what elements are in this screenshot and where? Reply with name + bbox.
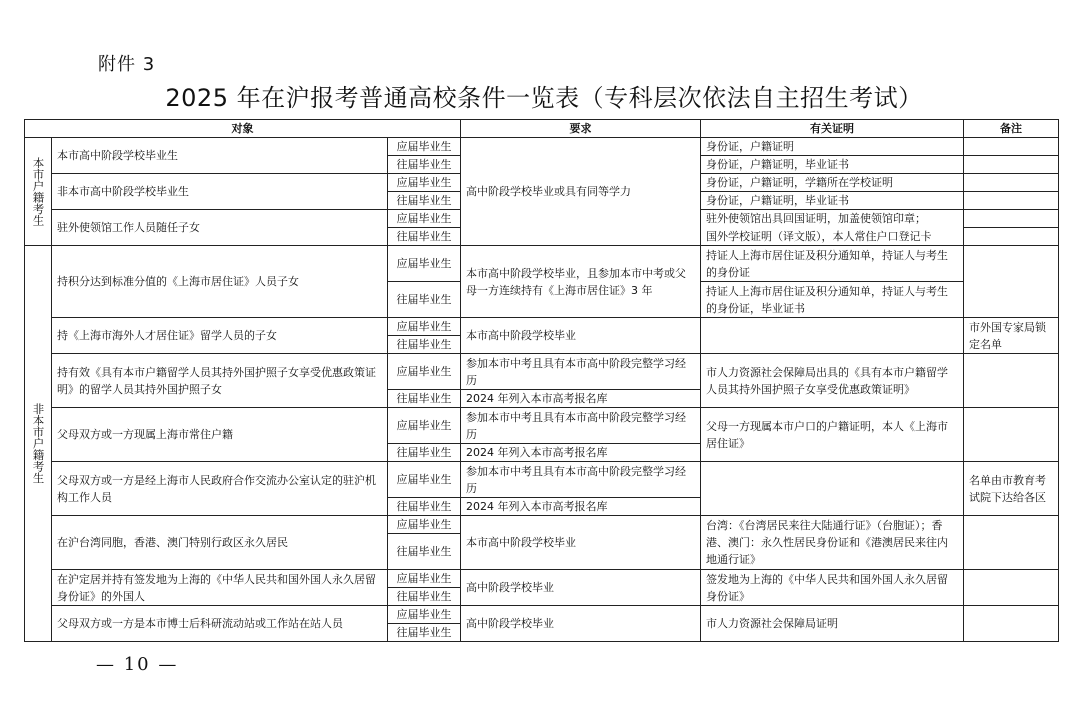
row-name: 持有效《具有本市户籍留学人员其持外国护照子女享受优惠政策证明》的留学人员其持外国护照子女 <box>52 354 388 408</box>
document-cell: 台湾：《台湾居民来往大陆通行证》（台胞证）；香港、澳门：永久性居民身份证和《港澳居民来往内地通行证》 <box>701 516 964 570</box>
note-cell <box>964 408 1059 462</box>
document-cell: 签发地为上海的《中华人民共和国外国人永久居留身份证》 <box>701 570 964 606</box>
col-header-requirement: 要求 <box>461 120 701 138</box>
note-cell <box>964 246 1059 318</box>
row-name: 父母双方或一方是经上海市人民政府合作交流办公室认定的驻沪机构工作人员 <box>52 462 388 516</box>
type-past: 往届毕业生 <box>388 534 461 570</box>
table-row <box>25 408 1059 444</box>
document-cell: 国外学校证明（译文版），本人常住户口登记卡 <box>701 228 964 246</box>
row-name: 在沪定居并持有签发地为上海的《中华人民共和国外国人永久居留身份证》的外国人 <box>52 570 388 606</box>
table-row <box>25 570 1059 588</box>
table-row <box>25 138 1059 156</box>
note-cell <box>964 174 1059 192</box>
row-name: 在沪台湾同胞，香港、澳门特别行政区永久居民 <box>52 516 388 570</box>
type-fresh: 应届毕业生 <box>388 516 461 534</box>
requirement-cell: 本市高中阶段学校毕业 <box>461 318 701 354</box>
document-cell: 身份证，户籍证明，毕业证书 <box>701 192 964 210</box>
table-row <box>25 606 1059 624</box>
document-cell: 身份证，户籍证明 <box>701 138 964 156</box>
table-header-row <box>25 120 1059 138</box>
note-cell <box>964 192 1059 210</box>
requirement-cell: 本市高中阶段学校毕业 <box>461 516 701 570</box>
note-cell: 名单由市教育考试院下达给各区 <box>964 462 1059 516</box>
type-fresh: 应届毕业生 <box>388 570 461 588</box>
page-number: — 10 — <box>96 654 179 675</box>
type-fresh: 应届毕业生 <box>388 354 461 390</box>
type-past: 往届毕业生 <box>388 390 461 408</box>
note-cell <box>964 606 1059 642</box>
col-header-object: 对象 <box>25 120 461 138</box>
row-name: 父母双方或一方是本市博士后科研流动站或工作站在站人员 <box>52 606 388 642</box>
document-cell <box>701 462 964 516</box>
row-name: 本市高中阶段学校毕业生 <box>52 138 388 174</box>
type-past: 往届毕业生 <box>388 156 461 174</box>
table-row <box>25 354 1059 390</box>
type-past: 往届毕业生 <box>388 228 461 246</box>
document-cell: 身份证，户籍证明，毕业证书 <box>701 156 964 174</box>
note-cell <box>964 210 1059 228</box>
note-cell <box>964 354 1059 408</box>
table-row <box>25 246 1059 282</box>
category-nonlocal: 非本市户籍考生 <box>25 246 52 642</box>
requirement-cell: 2024 年列入本市高考报名库 <box>461 444 701 462</box>
requirement-cell: 高中阶段学校毕业或具有同等学力 <box>461 138 701 246</box>
note-cell <box>964 570 1059 606</box>
row-name: 持积分达到标准分值的《上海市居住证》人员子女 <box>52 246 388 318</box>
requirement-cell: 参加本市中考且具有本市高中阶段完整学习经历 <box>461 354 701 390</box>
type-past: 往届毕业生 <box>388 282 461 318</box>
document-cell: 持证人上海市居住证及积分通知单，持证人与考生的身份证，毕业证书 <box>701 282 964 318</box>
type-fresh: 应届毕业生 <box>388 408 461 444</box>
attachment-label: 附件 3 <box>98 54 156 75</box>
document-cell: 驻外使领馆出具回国证明，加盖使领馆印章； <box>701 210 964 228</box>
type-fresh: 应届毕业生 <box>388 606 461 624</box>
document-cell: 市人力资源社会保障局出具的《具有本市户籍留学人员其持外国护照子女享受优惠政策证明》 <box>701 354 964 408</box>
eligibility-table <box>24 119 1059 642</box>
type-fresh: 应届毕业生 <box>388 174 461 192</box>
requirement-cell: 高中阶段学校毕业 <box>461 570 701 606</box>
type-fresh: 应届毕业生 <box>388 318 461 336</box>
type-fresh: 应届毕业生 <box>388 246 461 282</box>
table-row <box>25 516 1059 534</box>
col-header-notes: 备注 <box>964 120 1059 138</box>
note-cell <box>964 228 1059 246</box>
table-row <box>25 462 1059 498</box>
note-cell <box>964 156 1059 174</box>
note-cell <box>964 138 1059 156</box>
row-name: 驻外使领馆工作人员随任子女 <box>52 210 388 246</box>
row-name: 非本市高中阶段学校毕业生 <box>52 174 388 210</box>
document-cell <box>701 318 964 354</box>
requirement-cell: 高中阶段学校毕业 <box>461 606 701 642</box>
document-cell: 市人力资源社会保障局证明 <box>701 606 964 642</box>
type-past: 往届毕业生 <box>388 444 461 462</box>
type-fresh: 应届毕业生 <box>388 138 461 156</box>
requirement-cell: 2024 年列入本市高考报名库 <box>461 498 701 516</box>
table-row <box>25 318 1059 336</box>
document-cell: 持证人上海市居住证及积分通知单，持证人与考生的身份证 <box>701 246 964 282</box>
row-name: 持《上海市海外人才居住证》留学人员的子女 <box>52 318 388 354</box>
document-cell: 身份证，户籍证明，学籍所在学校证明 <box>701 174 964 192</box>
type-past: 往届毕业生 <box>388 588 461 606</box>
type-past: 往届毕业生 <box>388 192 461 210</box>
row-name: 父母双方或一方现属上海市常住户籍 <box>52 408 388 462</box>
requirement-cell: 参加本市中考且具有本市高中阶段完整学习经历 <box>461 408 701 444</box>
requirement-cell: 2024 年列入本市高考报名库 <box>461 390 701 408</box>
page-title: 2025 年在沪报考普通高校条件一览表（专科层次依法自主招生考试） <box>165 84 923 112</box>
category-local: 本市户籍考生 <box>25 138 52 246</box>
note-cell: 市外国专家局锁定名单 <box>964 318 1059 354</box>
type-past: 往届毕业生 <box>388 498 461 516</box>
document-cell: 父母一方现属本市户口的户籍证明，本人《上海市居住证》 <box>701 408 964 462</box>
requirement-cell: 本市高中阶段学校毕业，且参加本市中考或父母一方连续持有《上海市居住证》3 年 <box>461 246 701 318</box>
type-fresh: 应届毕业生 <box>388 210 461 228</box>
col-header-documents: 有关证明 <box>701 120 964 138</box>
type-past: 往届毕业生 <box>388 336 461 354</box>
requirement-cell: 参加本市中考且具有本市高中阶段完整学习经历 <box>461 462 701 498</box>
type-past: 往届毕业生 <box>388 624 461 642</box>
note-cell <box>964 516 1059 570</box>
type-fresh: 应届毕业生 <box>388 462 461 498</box>
